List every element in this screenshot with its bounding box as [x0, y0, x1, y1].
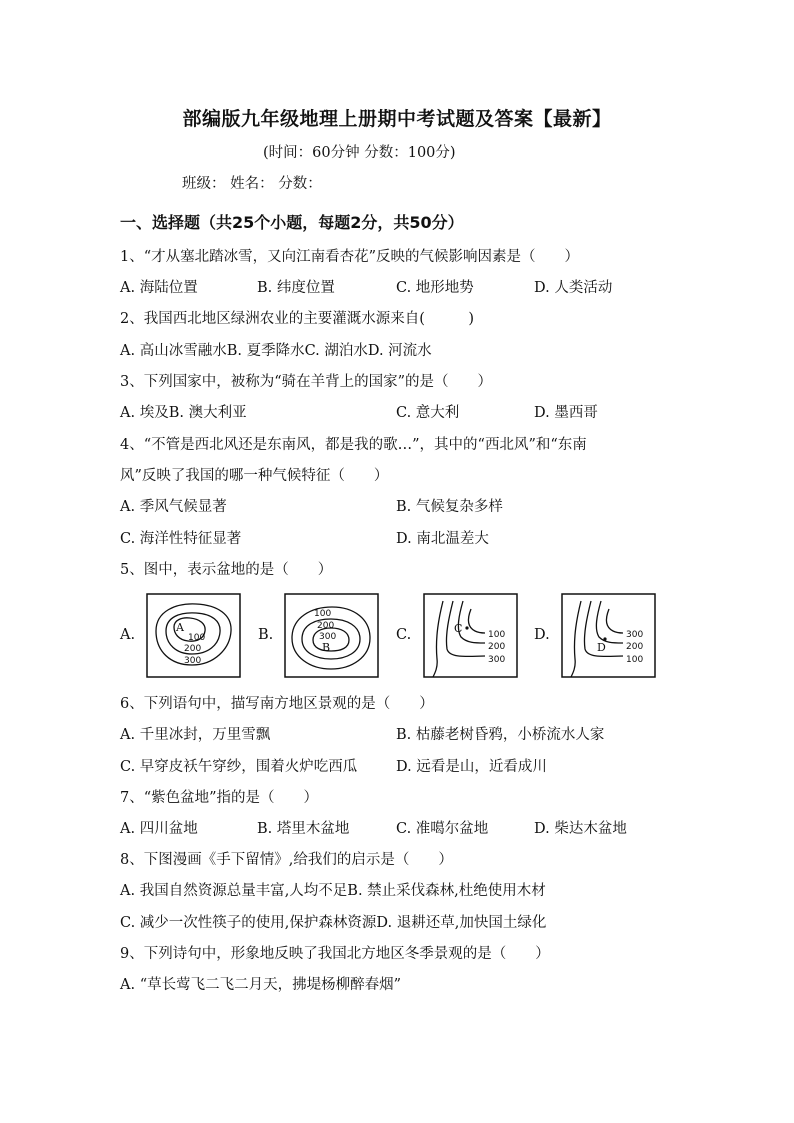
q8-options-cd: C. 减少一次性筷子的使用,保护森林资源D. 退耕还草,加快国土绿化 [120, 915, 547, 931]
map-d-contour-2: 200 [626, 642, 644, 652]
map-d-contour-1: 300 [626, 630, 644, 640]
q7-option-d: D. 柴达木盆地 [534, 821, 627, 837]
question-3: 3、下列国家中，被称为“骑在羊背上的国家”的是（ ） [120, 374, 493, 390]
q1-option-a: A. 海陆位置 [120, 280, 198, 296]
map-b-contour-2: 200 [317, 621, 335, 631]
map-c-contour-3: 300 [488, 655, 506, 665]
map-a-contour-2: 200 [184, 644, 202, 654]
contour-map-c [423, 593, 518, 678]
q2-options: A. 高山冰雪融水B. 夏季降水C. 湖泊水D. 河流水 [120, 343, 432, 359]
q1-option-b: B. 纬度位置 [257, 280, 335, 296]
section-heading: 一、选择题（共25个小题，每题2分，共50分） [120, 213, 464, 232]
q7-option-a: A. 四川盆地 [120, 821, 198, 837]
q9-option-a: A. “草长莺飞二飞二月天，拂堤杨柳醉春烟” [120, 977, 402, 993]
question-4-line-2: 风”反映了我国的哪一种气候特征（ ） [120, 468, 389, 484]
contour-map-a [146, 593, 241, 678]
q8-options-ab: A. 我国自然资源总量丰富,人均不足B. 禁止采伐森林,杜绝使用木材 [120, 883, 546, 899]
map-c-contour-1: 100 [488, 630, 506, 640]
map-d-point-label: D [597, 641, 606, 654]
map-a-contour-1: 100 [188, 633, 206, 643]
page-title: 部编版九年级地理上册期中考试题及答案【最新】 [182, 108, 612, 130]
q3-option-ab: A. 埃及B. 澳大利亚 [120, 405, 247, 421]
map-b-contour-1: 100 [314, 609, 332, 619]
question-8: 8、下图漫画《手下留情》,给我们的启示是（ ） [120, 852, 453, 868]
q6-option-b: B. 枯藤老树昏鸦，小桥流水人家 [396, 727, 605, 743]
map-c-contour-2: 200 [488, 642, 506, 652]
question-6: 6、下列语句中，描写南方地区景观的是（ ） [120, 696, 434, 712]
question-2: 2、我国西北地区绿洲农业的主要灌溉水源来自( ) [120, 311, 475, 327]
map-a-point-label: A [176, 621, 184, 634]
map-b-point-label: B [322, 641, 331, 654]
map-a-label: A. [120, 627, 136, 643]
q3-option-c: C. 意大利 [396, 405, 460, 421]
time-score-line: (时间：60分钟 分数：100分) [263, 145, 456, 161]
q7-option-c: C. 准噶尔盆地 [396, 821, 489, 837]
map-b-label: B. [258, 627, 274, 643]
q7-option-b: B. 塔里木盆地 [257, 821, 350, 837]
question-4-line-1: 4、“不管是西北风还是东南风，都是我的歌…”，其中的“西北风”和“东南 [120, 437, 587, 453]
q6-option-d: D. 远看是山，近看成川 [396, 759, 547, 775]
question-5: 5、图中，表示盆地的是（ ） [120, 562, 333, 578]
student-info-line: 班级： 姓名： 分数： [182, 176, 322, 192]
q6-option-c: C. 早穿皮袄午穿纱，围着火炉吃西瓜 [120, 759, 358, 775]
map-d-contour-3: 100 [626, 655, 644, 665]
map-d-label: D. [534, 627, 550, 643]
contour-map-d [561, 593, 656, 678]
q6-option-a: A. 千里冰封，万里雪飘 [120, 727, 271, 743]
q1-option-c: C. 地形地势 [396, 280, 474, 296]
map-b-contour-3: 300 [319, 632, 337, 642]
q4-option-b: B. 气候复杂多样 [396, 499, 503, 515]
q1-option-d: D. 人类活动 [534, 280, 613, 296]
q4-option-d: D. 南北温差大 [396, 531, 489, 547]
question-1: 1、“才从塞北踏冰雪，又向江南看杏花”反映的气候影响因素是（ ） [120, 249, 580, 265]
question-9: 9、下列诗句中，形象地反映了我国北方地区冬季景观的是（ ） [120, 946, 550, 962]
question-7: 7、“紫色盆地”指的是（ ） [120, 790, 319, 806]
map-a-contour-3: 300 [184, 656, 202, 666]
map-c-point-label: C [454, 622, 463, 635]
q4-option-c: C. 海洋性特征显著 [120, 531, 242, 547]
contour-map-b [284, 593, 379, 678]
q3-option-d: D. 墨西哥 [534, 405, 598, 421]
map-c-label: C. [396, 627, 412, 643]
q4-option-a: A. 季风气候显著 [120, 499, 227, 515]
